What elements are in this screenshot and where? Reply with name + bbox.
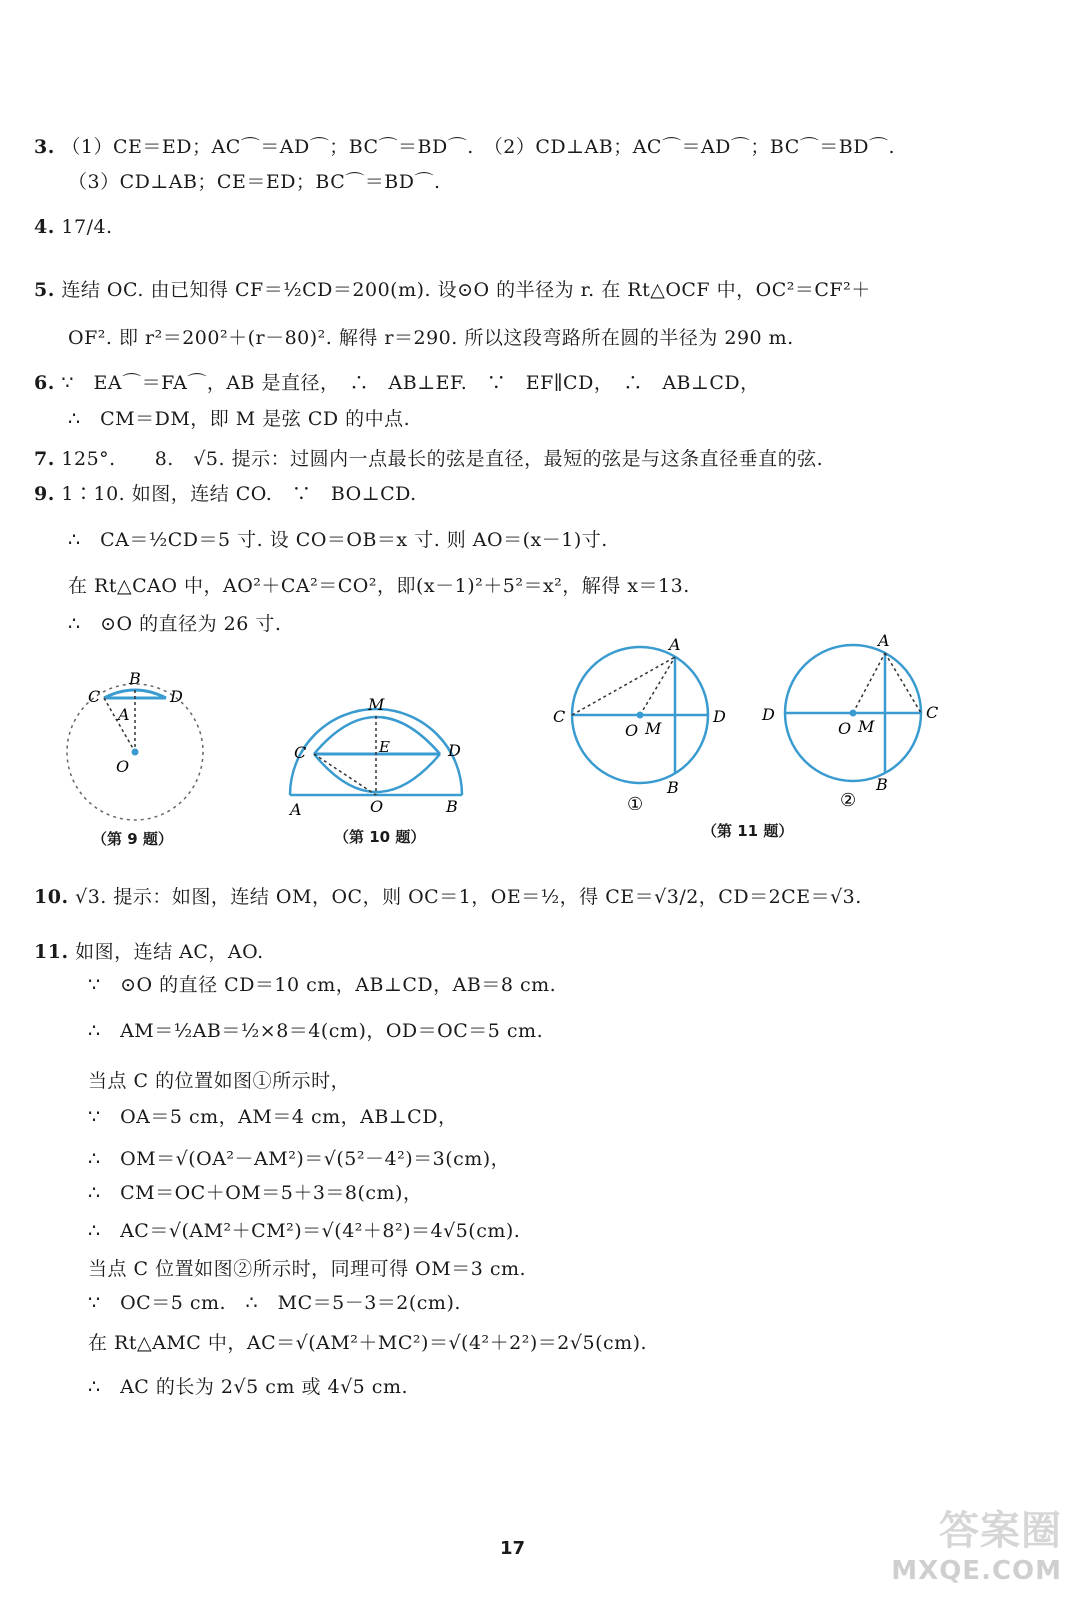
label-a: A: [669, 635, 681, 654]
question-number: 10.: [34, 886, 69, 908]
answer-text: 17/4.: [61, 216, 113, 238]
answer-text: 当点 C 位置如图②所示时，同理可得 OM＝3 cm.: [88, 1258, 527, 1280]
answer-line: [34, 132, 895, 159]
label-e: E: [379, 738, 390, 756]
label-d: D: [713, 707, 726, 726]
answer-line: [88, 1102, 457, 1129]
figure-marker-1: ①: [627, 794, 644, 810]
label-a: A: [878, 631, 890, 650]
answer-line: [68, 571, 690, 598]
answer-line: [68, 167, 441, 194]
answer-text: OF². 即 r²＝200²＋(r－80)². 解得 r＝290. 所以这段弯路所在圆的半径为 290 m.: [68, 327, 794, 349]
answer-text: ∴ OM＝√(OA²－AM²)＝√(5²－4²)＝3(cm)，: [88, 1148, 511, 1170]
answer-line: [88, 1216, 520, 1243]
answer-line: [34, 216, 113, 238]
figure-11-2: [758, 630, 958, 810]
answer-line: [68, 404, 410, 431]
center-point: [132, 749, 139, 756]
label-m: M: [645, 719, 662, 738]
watermark-logo-text: 答案圈: [939, 1508, 1062, 1554]
question-number: 6.: [34, 372, 55, 394]
answer-text: √3. 提示：如图，连结 OM，OC，则 OC＝1，OE＝½，得 CE＝√3/2，CD＝2CE＝√3.: [75, 886, 862, 908]
answer-text: （1）CE＝ED；AC⌒＝AD⌒；BC⌒＝BD⌒. （2）CD⊥AB；AC⌒＝AD⌒；BC⌒＝BD⌒.: [61, 136, 896, 158]
label-o: O: [625, 721, 639, 740]
answer-text: 125°. 8. √5. 提示：过圆内一点最长的弦是直径，最短的弦是与这条直径垂直的弦.: [61, 448, 824, 470]
line-co: [314, 754, 376, 795]
figure-10-caption: （第 10 题）: [334, 828, 426, 846]
label-b: B: [667, 778, 679, 797]
question-number: 5.: [34, 279, 55, 301]
label-c: C: [88, 687, 101, 706]
center-point: [850, 710, 857, 717]
question-number: 7.: [34, 448, 55, 470]
label-o: O: [370, 797, 384, 816]
figure-11-caption: （第 11 题）: [702, 822, 794, 840]
answer-text: ∵ OA＝5 cm，AM＝4 cm，AB⊥CD，: [88, 1106, 458, 1128]
center-point: [637, 712, 644, 719]
answer-line: [68, 323, 794, 350]
answer-text: ∵ OC＝5 cm. ∴ MC＝5－3＝2(cm).: [88, 1292, 461, 1314]
answer-text: ∴ CA＝½CD＝5 寸. 设 CO＝OB＝x 寸. 则 AO＝(x－1)寸.: [68, 529, 608, 551]
answer-line: [88, 1066, 350, 1093]
label-d: D: [762, 705, 775, 724]
label-b: B: [446, 797, 458, 816]
answer-text: ∴ AM＝½AB＝½×8＝4(cm)，OD＝OC＝5 cm.: [88, 1020, 544, 1042]
answer-text: （3）CD⊥AB；CE＝ED；BC⌒＝BD⌒.: [68, 171, 441, 193]
answer-line: [88, 1254, 526, 1281]
answer-line: [88, 1016, 543, 1043]
arc-lower: [314, 754, 440, 792]
page-number: 17: [500, 1538, 526, 1559]
answer-text: 1∶10. 如图，连结 CO. ∵ BO⊥CD.: [61, 483, 417, 505]
answer-text: ∵ EA⌒＝FA⌒，AB 是直径， ∴ AB⊥EF. ∵ EF∥CD， ∴ AB⊥CD，: [61, 372, 760, 394]
label-m: M: [368, 695, 385, 714]
question-number: 3.: [34, 136, 55, 158]
answer-text: 在 Rt△CAO 中，AO²＋CA²＝CO²，即(x－1)²＋5²＝x²，解得 x＝13.: [68, 575, 690, 597]
figure-10: [280, 690, 480, 820]
answer-line: [68, 609, 281, 636]
answer-text: ∴ CM＝DM，即 M 是弦 CD 的中点.: [68, 408, 411, 430]
label-o: O: [116, 757, 130, 776]
label-b: B: [129, 669, 141, 688]
question-number: 11.: [34, 941, 69, 963]
answer-line: [34, 937, 264, 964]
answer-line: [88, 1144, 510, 1171]
answer-line: [68, 525, 608, 552]
answer-text: ∴ AC＝√(AM²＋CM²)＝√(4²＋8²)＝4√5(cm).: [88, 1220, 521, 1242]
label-c: C: [926, 703, 939, 722]
answer-line: [88, 1372, 408, 1399]
line-ao: [640, 657, 675, 715]
label-a: A: [290, 800, 302, 819]
label-b: B: [876, 775, 888, 794]
answer-line: [34, 479, 417, 506]
answer-line: [88, 970, 556, 997]
question-number: 9.: [34, 483, 55, 505]
label-c: C: [294, 743, 307, 762]
answer-text: ∴ AC 的长为 2√5 cm 或 4√5 cm.: [88, 1376, 409, 1398]
label-a: A: [118, 705, 130, 724]
label-d: D: [170, 687, 183, 706]
answer-text: ∵ ⊙O 的直径 CD＝10 cm，AB⊥CD，AB＝8 cm.: [88, 974, 557, 996]
answer-line: [34, 444, 823, 471]
answer-line: [34, 275, 871, 302]
figure-marker-2: ②: [840, 790, 857, 810]
line-ao: [853, 653, 885, 713]
figure-11-1: [545, 630, 745, 810]
answer-text: 如图，连结 AC，AO.: [75, 941, 264, 963]
watermark: [891, 1499, 1062, 1586]
label-d: D: [448, 741, 461, 760]
answer-line: [34, 882, 862, 909]
line-ac: [572, 657, 675, 715]
answer-text: 在 Rt△AMC 中，AC＝√(AM²＋MC²)＝√(4²＋2²)＝2√5(cm).: [88, 1332, 648, 1354]
answer-line: [88, 1288, 461, 1315]
answer-text: ∴ CM＝OC＋OM＝5＋3＝8(cm)，: [88, 1182, 423, 1204]
answer-text: ∴ ⊙O 的直径为 26 寸.: [68, 613, 282, 635]
line-ac: [885, 653, 921, 713]
answer-line: [34, 368, 760, 395]
question-number: 4.: [34, 216, 55, 238]
answer-line: [88, 1178, 422, 1205]
label-c: C: [553, 707, 566, 726]
watermark-url: MXQE.COM: [891, 1556, 1062, 1586]
figure-9-caption: （第 9 题）: [92, 830, 173, 848]
label-m: M: [858, 717, 875, 736]
answer-line: [88, 1328, 647, 1355]
label-o: O: [838, 719, 852, 738]
answer-text: 当点 C 的位置如图①所示时，: [88, 1070, 351, 1092]
figure-9: [60, 660, 220, 830]
answer-text: 连结 OC. 由已知得 CF＝½CD＝200(m). 设⊙O 的半径为 r. 在 Rt△OCF 中，OC²＝CF²＋: [61, 279, 871, 301]
